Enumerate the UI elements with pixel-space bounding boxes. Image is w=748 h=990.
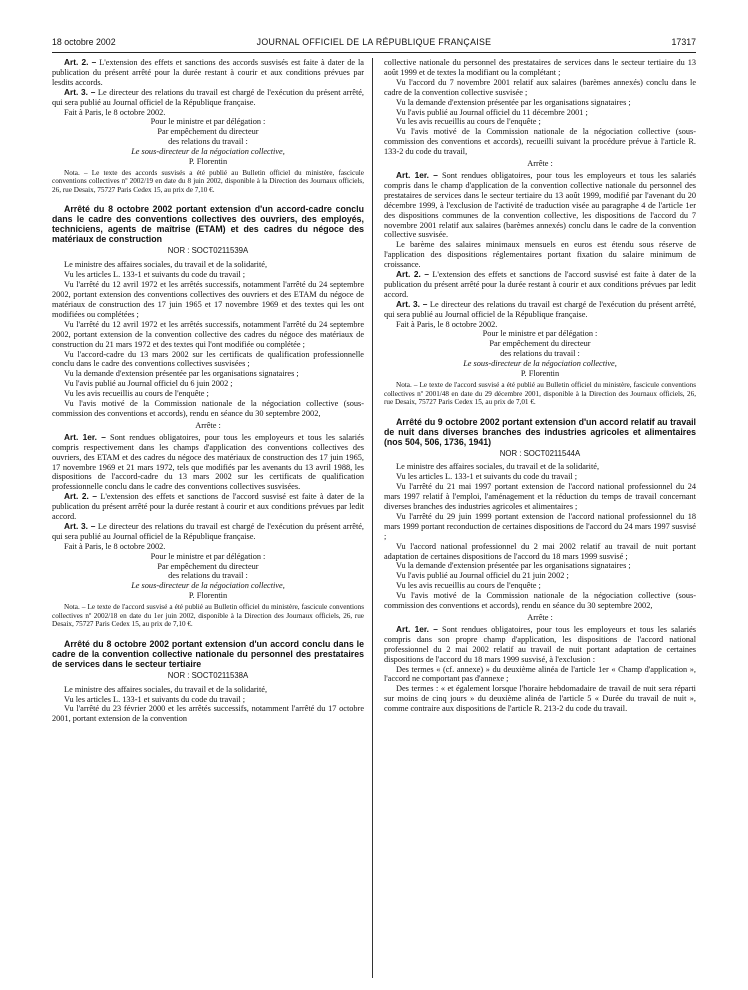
nor-reference: NOR : SOCT0211539A	[167, 246, 249, 256]
decree-title: Arrêté du 8 octobre 2002 portant extension d'un accord conclu dans le cadre de la convention collective nationale du personnel des prestataires de services dans le secteur tertiaire	[52, 638, 364, 669]
signature-line: Pour le ministre et par délégation :	[482, 329, 598, 339]
article-paragraph: Le barème des salaires minimaux mensuels en euros est étendu sous réserve de l'application des dispositions réglementaires portant fixation du salaire minimum de croissance.	[384, 240, 696, 270]
recital: Le ministre des affaires sociales, du travail et de la solidarité,	[64, 684, 268, 694]
recital: Vu l'accord du 7 novembre 2001 relatif aux salaires (barèmes annexés) conclu dans le cadre de la convention collective susvisée ;	[384, 77, 696, 97]
signature-line: Par empêchement du directeur	[489, 339, 591, 349]
article-paragraph: Art. 1er. – Sont rendues obligatoires, pour tous les employeurs et tous les salariés compris respectivement dans les champs d'application des conventions collectives des ouvriers, des ETAM et des cadres du négoce des matériaux de construction des 17 juin 1965, 17 novembre 1969 et 21 mars 1972, tels que modifiés par les avenants du 13 avril 1988, les dispositions de l'accord-cadre du 13 mars 2002 sur les certificats de qualification professionnelle conclu dans le cadre des conventions collectives susvisées.	[52, 431, 364, 492]
recital: Vu les avis recueillis au cours de l'enquête ;	[64, 389, 209, 399]
signature-title: Le sous-directeur de la négociation collective,	[131, 147, 285, 157]
done-at: Fait à Paris, le 8 octobre 2002.	[396, 319, 498, 329]
header-date: 18 octobre 2002	[52, 37, 116, 47]
signature-line: Pour le ministre et par délégation :	[150, 117, 266, 127]
signature-line: des relations du travail :	[168, 137, 248, 147]
recital: Vu les articles L. 133-1 et suivants du code du travail ;	[64, 270, 246, 280]
decree-title: Arrêté du 8 octobre 2002 portant extension d'un accord-cadre conclu dans le cadre des conventions collectives des ouvriers, des employés, techniciens, agents de maîtrise (ETAM) et des cadres du négoce des matériaux de construction	[52, 204, 364, 245]
nota: Nota. – Le texte de l'accord susvisé a été publié au Bulletin officiel du ministère, fascicule conventions collectives nº 2002/18 en date du 1er juin 2002, disponible à la Direction des Journaux officiels, 26, rue Desaix, 75727 Paris Cedex 15, au prix de 7,10 €.	[52, 603, 364, 629]
recital: Vu les articles L. 133-1 et suivants du code du travail ;	[64, 694, 246, 704]
signature-line: Par empêchement du directeur	[157, 127, 259, 137]
signature-title: Le sous-directeur de la négociation collective,	[463, 359, 617, 369]
article-paragraph: Art. 1er. – Sont rendues obligatoires, pour tous les employeurs et tous les salariés compris dans son propre champ d'application, les dispositions de l'accord national professionnel du 2 mai 2002 relatif au travail de nuit portant adaptation de certaines dispositions de l'accord du 18 mars 1999 susvisé, à l'exclusion :	[384, 623, 696, 664]
recital: Vu l'accord-cadre du 13 mars 2002 sur les certificats de qualification professionnelle conclu dans le cadre des conventions collectives susvisées ;	[52, 349, 364, 369]
left-column	[52, 58, 364, 724]
article-paragraph: Art. 3. – Le directeur des relations du travail est chargé de l'exécution du présent arrêté, qui sera publié au Journal officiel de la République française.	[384, 298, 697, 319]
arrete-heading: Arrête :	[195, 420, 221, 430]
signature-line: Par empêchement du directeur	[157, 561, 259, 571]
signatory-name: P. Florentin	[188, 591, 228, 601]
recital: collective nationale du personnel des prestataires de services dans le secteur tertiaire du 13 août 1999 et de textes la modifiant ou la complétant ;	[384, 58, 696, 77]
recital: Vu l'arrêté du 21 mai 1997 portant extension de l'accord national professionnel du 24 mars 1997 relatif à l'emploi, l'aménagement et la réduction du temps de travail concernant diverses branches des industries agricoles et alimentaires ;	[384, 482, 696, 512]
article-paragraph: Art. 3. – Le directeur des relations du travail est chargé de l'exécution du présent arrêté, qui sera publié au Journal officiel de la République française.	[52, 86, 365, 107]
recital: Vu l'arrêté du 23 février 2000 et les arrêtés successifs, notamment l'arrêté du 17 octobre 2001, portant extension de la convention	[52, 704, 364, 724]
arrete-heading: Arrête :	[527, 613, 553, 622]
nota: Nota. – Le texte des accords susvisés a été publié au Bulletin officiel du ministère, fascicule conventions collectives nº 2002/19 en date du 8 juin 2002, disponible à la Direction des Journaux officiels, 26, rue Desaix, 75727 Paris Cedex 15, au prix de 7,10 €.	[52, 168, 364, 194]
decree-title: Arrêté du 9 octobre 2002 portant extension d'un accord relatif au travail de nuit dans diverses branches des industries agricoles et alimentaires (nos 504, 506, 1736, 1941)	[384, 416, 696, 447]
recital: Vu l'avis publié au Journal officiel du 6 juin 2002 ;	[64, 379, 233, 389]
recital: Le ministre des affaires sociales, du travail et de la solidarité,	[64, 260, 268, 270]
recital: Vu les avis recueillis au cours de l'enquête ;	[396, 117, 541, 127]
done-at: Fait à Paris, le 8 octobre 2002.	[64, 107, 166, 117]
recital: Le ministre des affaires sociales, du travail et de la solidarité,	[396, 462, 600, 472]
recital: Vu l'avis motivé de la Commission nationale de la négociation collective (sous-commission des conventions et accords), rendu en séance du 30 septembre 2002,	[384, 591, 696, 611]
exclusion-item: Des termes : « et également lorsque l'horaire hebdomadaire de travail de nuit sera réparti sur moins de cinq jours » du deuxième alinéa de l'article 5 « Durée du travail de nuit », comme contraire aux dispositions de l'article R. 213-2 du code du travail.	[384, 684, 696, 714]
signature-line: des relations du travail :	[168, 571, 248, 581]
recital: Vu l'arrêté du 29 juin 1999 portant extension de l'accord national professionnel du 18 mars 1999 portant reconduction de certaines dispositions de l'accord du 24 mars 1997 susvisé ;	[384, 511, 696, 541]
nor-reference: NOR : SOCT0211544A	[499, 448, 581, 458]
article-paragraph: Art. 2. – L'extension des effets et sanctions de l'accord susvisé est faite à dater de la publication du présent arrêté pour la durée restant à courir et aux conditions prévues par ledit accord.	[52, 491, 365, 522]
recital: Vu les avis recueillis au cours de l'enquête ;	[396, 581, 541, 591]
page-header	[52, 38, 696, 53]
article-paragraph: Art. 2. – L'extension des effets et sanctions des accords susvisés est faite à dater de la publication du présent arrêté pour la durée restant à courir et aux conditions prévues par lesdits accords.	[52, 57, 364, 87]
column-divider	[372, 58, 373, 978]
article-paragraph: Art. 3. – Le directeur des relations du travail est chargé de l'exécution du présent arrêté, qui sera publié au Journal officiel de la République française.	[52, 520, 365, 541]
signature-line: Pour le ministre et par délégation :	[150, 551, 266, 561]
recital: Vu l'avis motivé de la Commission nationale de la négociation collective (sous-commission des conventions et accords), recueilli suivant la procédure prévue à l'article R. 133-2 du code du travail,	[384, 127, 696, 157]
recital: Vu la demande d'extension présentée par les organisations signataires ;	[64, 369, 299, 379]
recital: Vu l'arrêté du 12 avril 1972 et les arrêtés successifs, notamment l'arrêté du 24 septembre 2002, portant extension de la convention collective des cadres du négoce des matériaux de construction du 21 mars 1972 et des textes qui l'ont modifiée ou complétée ;	[52, 319, 364, 349]
header-journal-title: JOURNAL OFFICIEL DE LA RÉPUBLIQUE FRANÇAISE	[256, 37, 492, 47]
done-at: Fait à Paris, le 8 octobre 2002.	[64, 541, 166, 551]
signatory-name: P. Florentin	[520, 369, 560, 379]
signatory-name: P. Florentin	[188, 157, 228, 167]
article-paragraph: Art. 2. – L'extension des effets et sanctions de l'accord susvisé est faite à dater de la publication du présent arrêté pour la durée restant à courir et aux conditions prévues par ledit accord.	[384, 269, 697, 299]
article-paragraph: Art. 1er. – Sont rendues obligatoires, pour tous les employeurs et tous les salariés compris dans le champ d'application de la convention collective nationale du personnel des prestataires de services dans le secteur tertiaire du 13 août 1999, modifié par l'avenant du 20 décembre 1999, à l'exclusion de l'activité de traduction visée au paragraphe 4 de l'article 1er des dispositions communes de la convention collective, les dispositions de l'accord du 7 novembre 2001 relatif aux salaires (barèmes annexés) conclu dans le cadre de la convention collective susvisée.	[384, 169, 696, 240]
header-page-number: 17317	[671, 37, 696, 47]
recital: Vu l'avis publié au Journal officiel du 21 juin 2002 ;	[396, 571, 569, 581]
recital: Vu l'accord national professionnel du 2 mai 2002 relatif au travail de nuit portant adaptation de certaines dispositions de l'accord du 18 mars 1999 susvisé ;	[384, 541, 696, 561]
recital: Vu les articles L. 133-1 et suivants du code du travail ;	[396, 472, 578, 482]
nor-reference: NOR : SOCT0211538A	[167, 670, 249, 680]
right-column	[384, 58, 696, 714]
recital: Vu la demande d'extension présentée par les organisations signataires ;	[396, 97, 631, 107]
signature-line: des relations du travail :	[500, 349, 580, 359]
arrete-heading: Arrête :	[527, 159, 553, 169]
recital: Vu l'avis publié au Journal officiel du 11 décembre 2001 ;	[396, 107, 588, 117]
nota: Nota. – Le texte de l'accord susvisé a été publié au Bulletin officiel du ministère, fascicule conventions collectives nº 2001/48 en date du 29 décembre 2001, disponible à la Direction des Journaux officiels, 26, rue Desaix, 75727 Paris Cedex 15, au prix de 7,01 €.	[384, 381, 696, 406]
signature-title: Le sous-directeur de la négociation collective,	[131, 581, 285, 591]
recital: Vu l'avis motivé de la Commission nationale de la négociation collective (sous-commission des conventions et accords), rendu en séance du 30 septembre 2002,	[52, 399, 364, 418]
recital: Vu l'arrêté du 12 avril 1972 et les arrêtés successifs, notamment l'arrêté du 24 septembre 2002, portant extension des conventions collectives des ouvriers et des ETAM du négoce de matériaux de construction des 17 juin 1965 et 17 novembre 1969 et des textes qui les ont modifiées ou complétées ;	[52, 280, 364, 319]
exclusion-item: Des termes « (cf. annexe) » du deuxième alinéa de l'article 1er « Champ d'application », l'accord ne comportant pas d'annexe ;	[384, 664, 696, 684]
recital: Vu la demande d'extension présentée par les organisations signataires ;	[396, 561, 631, 571]
